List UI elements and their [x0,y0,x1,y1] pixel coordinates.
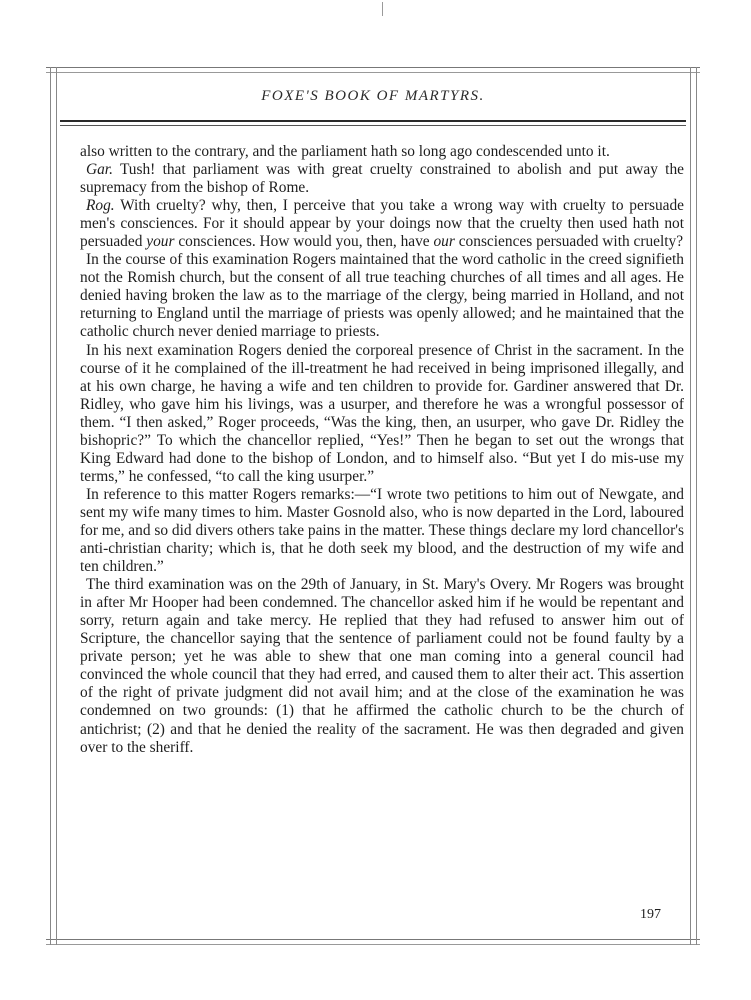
paragraph-4: In the course of this examination Rogers maintained that the word catholic in the creed signifieth not the Romish church, but the consent of all true teaching churches of all times and all ages. He denied having broken the law as to the marriage of the clergy, being married in Holland, and not returning to England until the marriage of priests was openly allowed; and he maintained that the catholic church never denied marriage to priests. [80,251,684,341]
paragraph-5: In his next examination Rogers denied the corporeal presence of Christ in the sacrament. In the course of it he complained of the ill-treatment he had received in being imprisoned illegally, and at his own charge, he having a wife and ten children to provide for. Gardiner answered that Dr. Ridley, who gave him his livings, was a usurper, and therefore he was a wrongful possessor of them. “I then asked,” Roger proceeds, “Was the king, then, an usurper, who gave Dr. Ridley the bishopric?” To which the chancellor replied, “Yes!” Then he began to set out the wrongs that King Edward had done to the bishop of London, and to himself also. “But yet I do mis-use my terms,” he confessed, “to call the king usurper.” [80,341,684,485]
page-number: 197 [640,907,661,922]
frame-right-rule-inner [690,67,691,945]
paragraph-2: Gar. Tush! that parliament was with great cruelty constrained to abolish and put away the supremacy from the bishop of Rome. [80,161,684,197]
speaker-gardiner: Gar. [86,161,113,179]
top-margin-mark [382,2,383,16]
frame-right-rule [696,67,697,945]
header-rule-thin [60,125,686,126]
paragraph-3: Rog. With cruelty? why, then, I perceive that you take a wrong way with cruelty to persuade men's consciences. For it should appear by your doings now that the cruelty then used hath not persuaded your consciences. How would you, then, have our consciences persuaded with cruelty? [80,197,684,251]
frame-top-rule-inner [46,72,700,73]
page-body [80,143,684,757]
paragraph-1: also written to the contrary, and the parliament hath so long ago condescended unto it. [80,143,610,160]
running-header: FOXE'S BOOK OF MARTYRS. [261,88,485,104]
frame-bottom-rule-inner [46,944,700,945]
paragraph-7: The third examination was on the 29th of January, in St. Mary's Overy. Mr Rogers was brought in after Mr Hooper had been condemned. The chancellor asked him if he would be repentant and sorry, return again and take mercy. He replied that they had refused to answer him out of Scripture, the chancellor saying that the sentence of parliament could not be found faulty by a private person; yet he was able to shew that one man coming into a general council had convinced the whole council that they had erred, and caused them to alter their act. This assertion of the right of private judgment did not avail him; and at the close of the examination he was condemned on two grounds: (1) that he affirmed the catholic church to be the church of antichrist; (2) and that he denied the reality of the sacrament. He was then degraded and given over to the sheriff. [80,576,684,756]
paragraph-6: In reference to this matter Rogers remarks:—“I wrote two petitions to him out of Newgate, and sent my wife many times to him. Master Gosnold also, who is now departed in the Lord, laboured for me, and so did divers others take pains in the matter. These things declare my lord chancellor's anti-christian charity; which is, that he doth seek my blood, and the destruction of my wife and ten children.” [80,485,684,576]
header-rule-thick [60,120,686,122]
frame-top-rule [46,67,700,68]
frame-left-rule [50,67,51,945]
frame-bottom-rule [46,939,700,940]
speaker-rogers: Rog. [86,197,115,215]
frame-left-rule-inner [56,67,57,945]
